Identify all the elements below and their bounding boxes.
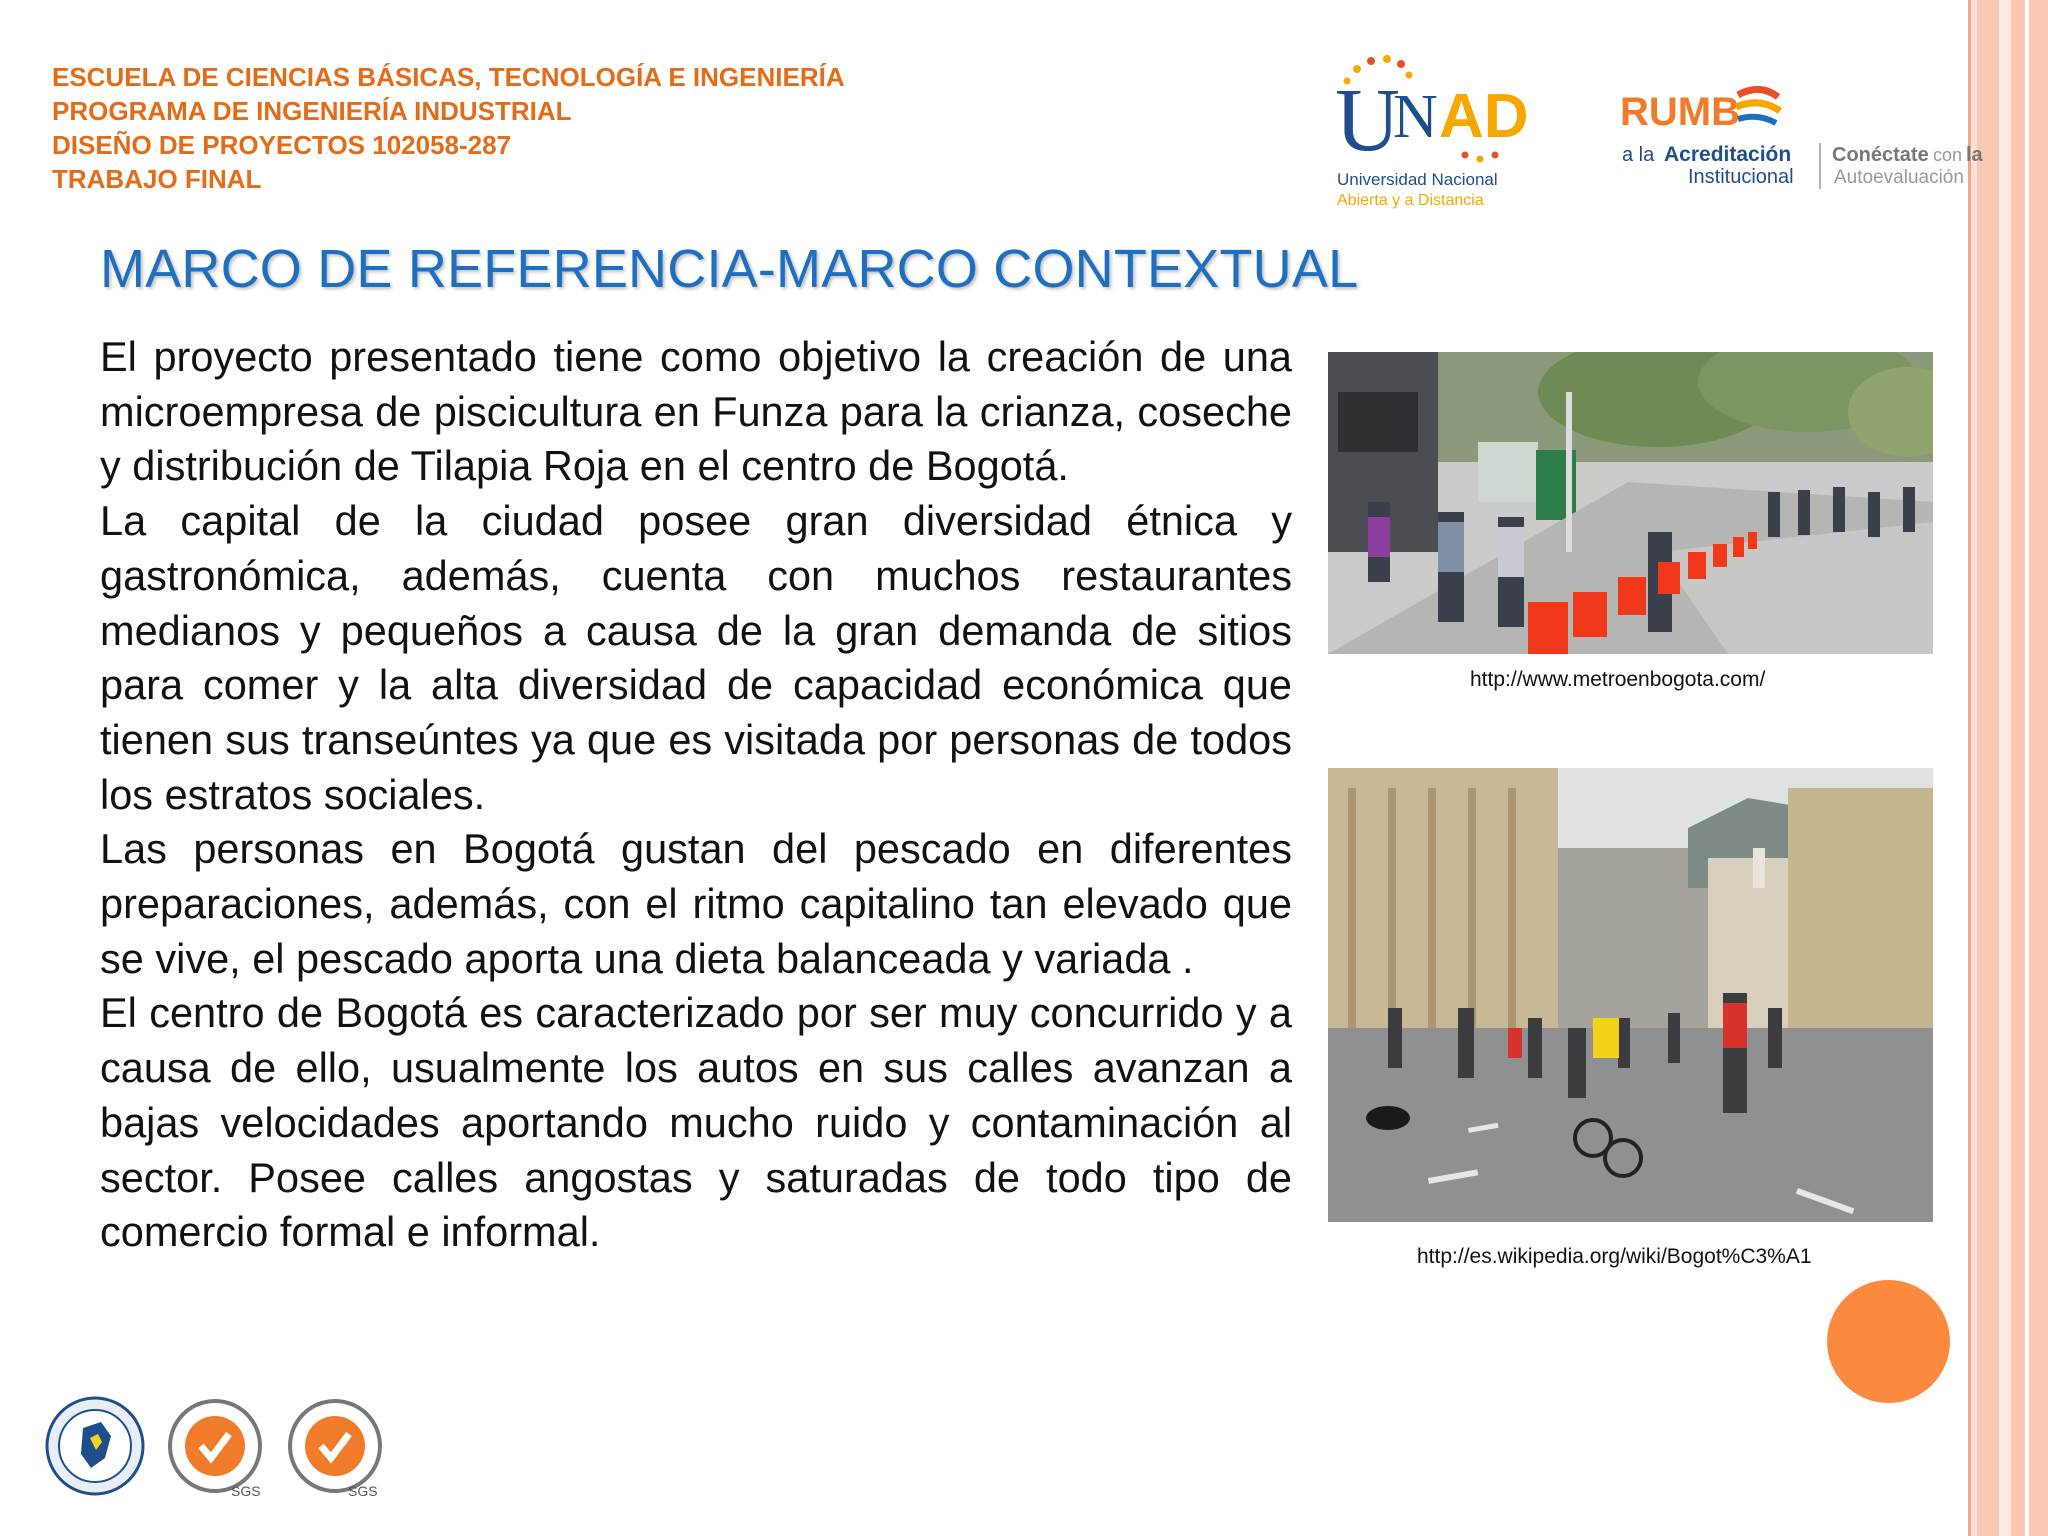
sgs-label-1: SGS xyxy=(231,1483,261,1499)
unad-mark-n: N xyxy=(1393,83,1438,151)
rumbo-right-small: con xyxy=(1933,145,1963,165)
unad-mark-ad: AD xyxy=(1439,82,1529,151)
rumbo-line2: Institucional xyxy=(1688,166,1794,188)
decorative-orange-circle xyxy=(1827,1280,1950,1403)
paragraph-fish-preference: Las personas en Bogotá gustan del pescado en diferentes preparaciones, además, con el ritmo capitalino tan elevado que se vive, el pescado aporta una dieta balanceada y variada . xyxy=(100,825,1292,982)
paragraph-objective: El proyecto presentado tiene como objetivo la creación de una microempresa de piscicultura en Funza para la crianza, coseche y distribución de Tilapia Roja en el centro de Bogotá. xyxy=(100,333,1292,490)
stripe xyxy=(1977,0,1999,1536)
rumbo-right-line2: Autoevaluación xyxy=(1834,167,1964,188)
header-assignment: TRABAJO FINAL xyxy=(52,164,262,194)
rumbo-acreditacion-logo xyxy=(1620,85,2015,195)
unad-name-line1: Universidad Nacional xyxy=(1337,170,1498,189)
street-photo-cyclovia xyxy=(1328,768,1933,1222)
unad-logo xyxy=(1335,55,1535,215)
rumbo-line1-pre: a la xyxy=(1622,144,1655,166)
sgs-certification-seal-icon xyxy=(170,1401,261,1499)
decorative-stripes xyxy=(1968,0,2048,1536)
header-program: PROGRAMA DE INGENIERÍA INDUSTRIAL xyxy=(52,96,572,126)
paragraph-city-center: El centro de Bogotá es caracterizado por ser muy concurrido y a causa de ello, usualmente los autos en sus calles avanzan a bajas velocidades aportando mucho ruido y contaminación al sector. Posee calles angostas y saturadas de todo tipo de comercio formal e informal. xyxy=(100,989,1292,1256)
colombia-seal-icon xyxy=(47,1398,143,1494)
photo-caption-metro: http://www.metroenbogota.com/ xyxy=(1470,668,1766,691)
rumbo-swirl-icon xyxy=(1736,89,1780,123)
stripe xyxy=(2029,0,2048,1536)
sgs-certification-seal-icon xyxy=(290,1401,380,1499)
slide-title: MARCO DE REFERENCIA-MARCO CONTEXTUAL xyxy=(100,239,1359,299)
header-school: ESCUELA DE CIENCIAS BÁSICAS, TECNOLOGÍA E INGENIERÍA xyxy=(52,62,845,92)
unad-dots-icon xyxy=(1462,152,1499,163)
slide-body xyxy=(100,330,1292,1260)
stripe xyxy=(2011,0,2025,1536)
certification-seals xyxy=(45,1388,395,1508)
street-photo-pedestrians xyxy=(1328,352,1933,654)
sgs-label-2: SGS xyxy=(348,1483,378,1499)
course-header xyxy=(52,60,845,196)
rumbo-right-end: la xyxy=(1966,144,1983,166)
rumbo-line1-bold: Acreditación xyxy=(1664,143,1792,166)
rumbo-right-bold: Conéctate xyxy=(1832,144,1929,166)
paragraph-diversity: La capital de la ciudad posee gran diversidad étnica y gastronómica, además, cuenta con muchos restaurantes medianos y pequeños a causa de la gran demanda de sitios para comer y la alta diversidad de capacidad económica que tienen sus transeúntes ya que es visitada por personas de todos los estratos sociales. xyxy=(100,497,1292,818)
unad-name-line2: Abierta y a Distancia xyxy=(1337,192,1484,209)
header-course: DISEÑO DE PROYECTOS 102058-287 xyxy=(52,130,512,160)
photo-caption-wikipedia: http://es.wikipedia.org/wiki/Bogot%C3%A1 xyxy=(1417,1245,1812,1268)
stripe xyxy=(1999,0,2011,1536)
rumbo-mark: RUMB xyxy=(1620,90,1740,134)
unad-mark-u: U xyxy=(1335,71,1400,170)
